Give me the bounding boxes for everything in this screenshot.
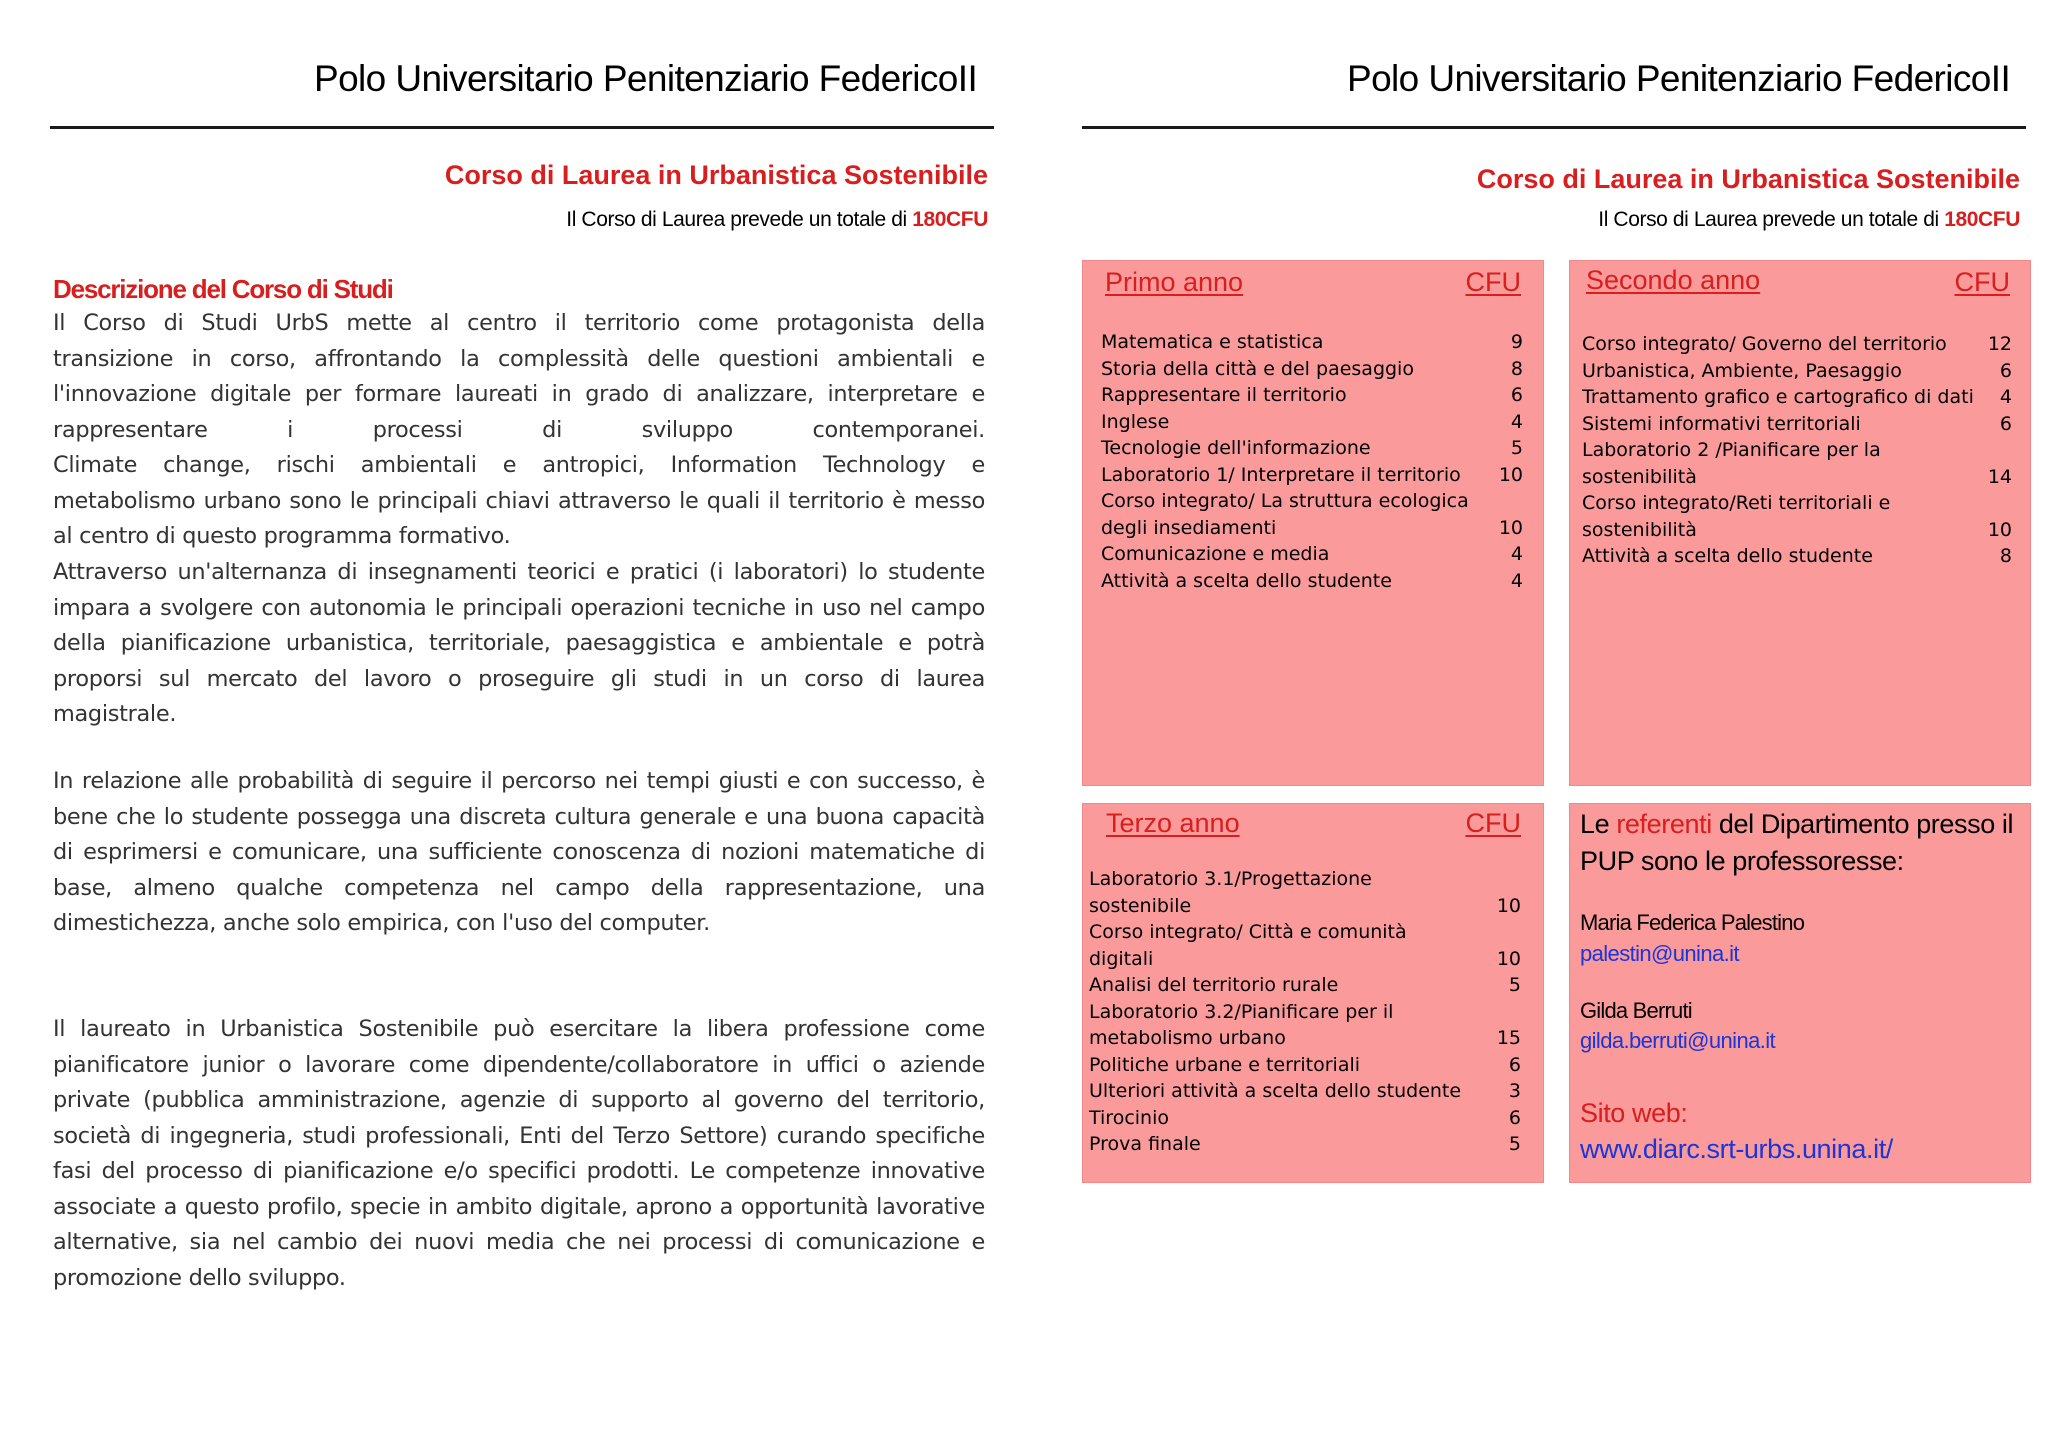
course-cfu: 3 — [1508, 1080, 1521, 1102]
referent-name: Gilda Berruti — [1580, 998, 1692, 1023]
course-cfu: 15 — [1496, 1027, 1521, 1049]
website-label: Sito web: — [1580, 1098, 1688, 1128]
first-year-cfu-heading: CFU — [1465, 267, 1521, 297]
referents-box — [1569, 803, 2031, 1183]
course-name: Laboratorio 2 /Pianificare per la sostenibilità — [1582, 439, 1881, 488]
course-cfu: 6 — [1508, 1106, 1521, 1129]
course-name: Corso integrato/ Governo del territorio — [1582, 333, 1947, 355]
referent-name: Maria Federica Palestino — [1580, 910, 1805, 935]
course-row — [1582, 411, 2012, 438]
cfu-total-value: 180CFU — [912, 208, 988, 231]
course-cfu: 6 — [1508, 1053, 1521, 1076]
course-cfu: 4 — [1510, 543, 1523, 565]
paragraph-line: l'innovazione digitale per formare laureati in grado di analizzare, interpretare e — [53, 381, 985, 407]
course-cfu: 10 — [1496, 894, 1521, 917]
course-name: Attività a scelta dello studente — [1582, 545, 1873, 567]
course-row — [1089, 1105, 1521, 1132]
course-cfu: 5 — [1508, 974, 1521, 996]
course-cfu: 8 — [1999, 545, 2012, 567]
course-row — [1101, 488, 1523, 541]
referents-intro — [1580, 806, 2028, 880]
course-cfu: 4 — [1510, 569, 1523, 592]
course-name: Corso integrato/ Città e comunità digitali — [1089, 921, 1407, 970]
referents-intro-text: del Dipartimento presso il — [1711, 809, 2014, 839]
course-cfu: 4 — [1510, 410, 1523, 433]
course-row — [1089, 1078, 1521, 1105]
website-link[interactable]: www.diarc.srt-urbs.unina.it/ — [1580, 1134, 1893, 1164]
course-name: Laboratorio 3.2/Pianificare per il metabolismo urbano — [1089, 1000, 1394, 1049]
paragraph-line: società di ingegneria, studi professionali, Enti del Terzo Settore) curando specifiche — [53, 1122, 985, 1149]
course-row — [1582, 543, 2012, 570]
paragraph-line: fasi del processo di pianificazione e/o specifici prodotti. Le competenze innovative — [53, 1158, 985, 1184]
course-name: Laboratorio 3.1/Progettazione sostenibile — [1089, 868, 1372, 917]
course-cfu: 6 — [1510, 384, 1523, 406]
course-row — [1101, 541, 1523, 568]
course-cfu: 5 — [1508, 1133, 1521, 1155]
course-cfu: 8 — [1510, 357, 1523, 380]
description-paragraph-1 — [53, 306, 985, 555]
paragraph-line: Climate change, rischi ambientali e antropici, Information Technology e — [53, 452, 985, 478]
course-row — [1101, 382, 1523, 409]
course-cfu: 5 — [1510, 437, 1523, 459]
cfu-total-line-right — [1598, 208, 2020, 232]
paragraph-line: In relazione alle probabilità di seguire il percorso nei tempi giusti e con successo, è — [53, 768, 985, 794]
course-name: Politiche urbane e territoriali — [1089, 1053, 1361, 1076]
third-year-cfu-heading: CFU — [1465, 808, 1521, 838]
paragraph-line: di esprimersi e comunicare, una sufficiente conoscenza di nozioni matematiche di — [53, 839, 985, 865]
course-name: Laboratorio 1/ Interpretare il territorio — [1101, 463, 1461, 486]
course-name: Matematica e statistica — [1101, 331, 1324, 353]
course-name: Attività a scelta dello studente — [1101, 569, 1392, 592]
paragraph-line: private (pubblica amministrazione, agenzie di supporto al governo del territorio, — [53, 1087, 985, 1113]
second-year-box — [1569, 260, 2031, 786]
referent-email-link[interactable]: gilda.berruti@unina.it — [1580, 1028, 1776, 1053]
header-rule-right — [1082, 126, 2026, 129]
course-cfu: 6 — [1999, 359, 2012, 382]
header-rule-left — [50, 126, 994, 129]
course-row — [1582, 437, 2012, 490]
course-cfu: 14 — [1987, 465, 2012, 488]
course-row — [1101, 409, 1523, 436]
third-year-box — [1082, 803, 1544, 1183]
paragraph-line: pianificatore junior o lavorare come dipendente/collaboratore in uffici o aziende — [53, 1051, 985, 1078]
description-heading: Descrizione del Corso di Studi — [53, 274, 393, 304]
course-name: Trattamento grafico e cartografico di dati — [1582, 386, 1974, 408]
course-row — [1089, 866, 1521, 919]
course-name: Prova finale — [1089, 1133, 1201, 1155]
course-title-left: Corso di Laurea in Urbanistica Sostenibile — [444, 160, 988, 190]
description-paragraph-2 — [53, 555, 985, 733]
paragraph-line: impara a svolgere con autonomia le principali operazioni tecniche in uso nel campo — [53, 594, 985, 621]
second-year-heading: Secondo anno — [1586, 265, 1761, 295]
paragraph-line: metabolismo urbano sono le principali chiavi attraverso le quali il territorio è messo — [53, 487, 985, 514]
paragraph-line: al centro di questo programma formativo. — [53, 523, 511, 549]
paragraph-line: Il laureato in Urbanistica Sostenibile può esercitare la libera professione come — [53, 1016, 985, 1042]
course-row — [1582, 331, 2012, 358]
course-cfu: 4 — [1999, 386, 2012, 408]
course-name: Storia della città e del paesaggio — [1101, 357, 1414, 380]
course-row — [1101, 435, 1523, 462]
course-name: Sistemi informativi territoriali — [1582, 412, 1861, 435]
course-name: Analisi del territorio rurale — [1089, 974, 1339, 996]
paragraph-line: dimestichezza, anche solo empirica, con l'uso del computer. — [53, 910, 710, 936]
paragraph-line: rappresentare i processi di sviluppo contemporanei. — [53, 416, 985, 443]
referents-intro-line2: PUP sono le professoresse: — [1580, 846, 1904, 876]
cfu-total-value: 180CFU — [1944, 208, 2020, 231]
course-row — [1101, 356, 1523, 383]
course-name: Ulteriori attività a scelta dello studente — [1089, 1080, 1462, 1102]
first-year-heading: Primo anno — [1105, 267, 1244, 297]
paragraph-line: della pianificazione urbanistica, territoriale, paesaggistica e ambientale e potrà — [53, 630, 985, 656]
paragraph-line: Attraverso un'alternanza di insegnamenti teorici e pratici (i laboratori) lo studente — [53, 559, 985, 585]
course-row — [1582, 490, 2012, 543]
first-year-course-list — [1101, 329, 1523, 594]
course-cfu: 10 — [1496, 947, 1521, 970]
course-name: Corso integrato/ La struttura ecologica degli insediamenti — [1101, 490, 1469, 539]
course-cfu: 10 — [1498, 463, 1523, 486]
paragraph-line: associate a questo profilo, specie in ambito digitale, aprono a opportunità lavorative — [53, 1193, 985, 1220]
paragraph-line: promozione dello sviluppo. — [53, 1264, 346, 1291]
referents-intro-text: Le — [1580, 809, 1617, 839]
paragraph-line: Il Corso di Studi UrbS mette al centro il territorio come protagonista della — [53, 310, 985, 336]
paragraph-line: proporsi sul mercato del lavoro o proseguire gli studi in un corso di laurea — [53, 665, 985, 692]
cfu-total-line-left — [566, 208, 988, 232]
course-row — [1089, 1131, 1521, 1158]
course-row — [1101, 568, 1523, 595]
course-row — [1582, 384, 2012, 411]
paragraph-line: transizione in corso, affrontando la complessità delle questioni ambientali e — [53, 345, 985, 372]
course-name: Corso integrato/Reti territoriali e sostenibilità — [1582, 492, 1891, 541]
third-year-course-list — [1089, 866, 1521, 1158]
second-year-cfu-heading: CFU — [1954, 267, 2010, 297]
course-title-right: Corso di Laurea in Urbanistica Sostenibile — [1476, 164, 2020, 194]
description-paragraph-4 — [53, 1012, 985, 1296]
course-row — [1101, 329, 1523, 356]
course-row — [1089, 972, 1521, 999]
second-year-course-list — [1582, 331, 2012, 570]
header-title-left: Polo Universitario Penitenziario FedericoII — [314, 58, 978, 99]
third-year-heading: Terzo anno — [1106, 808, 1240, 838]
paragraph-line: base, almeno qualche competenza nel campo della rappresentazione, una — [53, 874, 985, 901]
paragraph-line: alternative, sia nel cambio dei nuovi media che nei processi di comunicazione e — [53, 1229, 985, 1255]
course-row — [1089, 1052, 1521, 1079]
paragraph-line: bene che lo studente possegga una discreta cultura generale e una buona capacità — [53, 803, 985, 830]
course-name: Urbanistica, Ambiente, Paesaggio — [1582, 359, 1902, 382]
course-name: Tecnologie dell'informazione — [1101, 437, 1371, 459]
course-name: Tirocinio — [1089, 1106, 1169, 1129]
description-paragraph-3 — [53, 764, 985, 942]
course-name: Inglese — [1101, 410, 1170, 433]
referent-email-link[interactable]: palestin@unina.it — [1580, 941, 1739, 966]
course-cfu: 9 — [1510, 331, 1523, 353]
header-title-right: Polo Universitario Penitenziario FedericoII — [1347, 58, 2011, 99]
course-row — [1101, 462, 1523, 489]
first-year-box — [1082, 260, 1544, 786]
course-row — [1582, 358, 2012, 385]
cfu-total-prefix: Il Corso di Laurea prevede un totale di — [1598, 208, 1945, 231]
course-row — [1089, 919, 1521, 972]
paragraph-line: magistrale. — [53, 701, 177, 727]
course-cfu: 12 — [1987, 333, 2012, 355]
course-row — [1089, 999, 1521, 1052]
cfu-total-prefix: Il Corso di Laurea prevede un totale di — [566, 208, 913, 231]
referents-highlight: referenti — [1616, 809, 1712, 839]
course-cfu: 10 — [1498, 516, 1523, 539]
course-cfu: 10 — [1987, 518, 2012, 541]
course-cfu: 6 — [1999, 412, 2012, 435]
course-name: Comunicazione e media — [1101, 543, 1330, 565]
course-name: Rappresentare il territorio — [1101, 384, 1347, 406]
